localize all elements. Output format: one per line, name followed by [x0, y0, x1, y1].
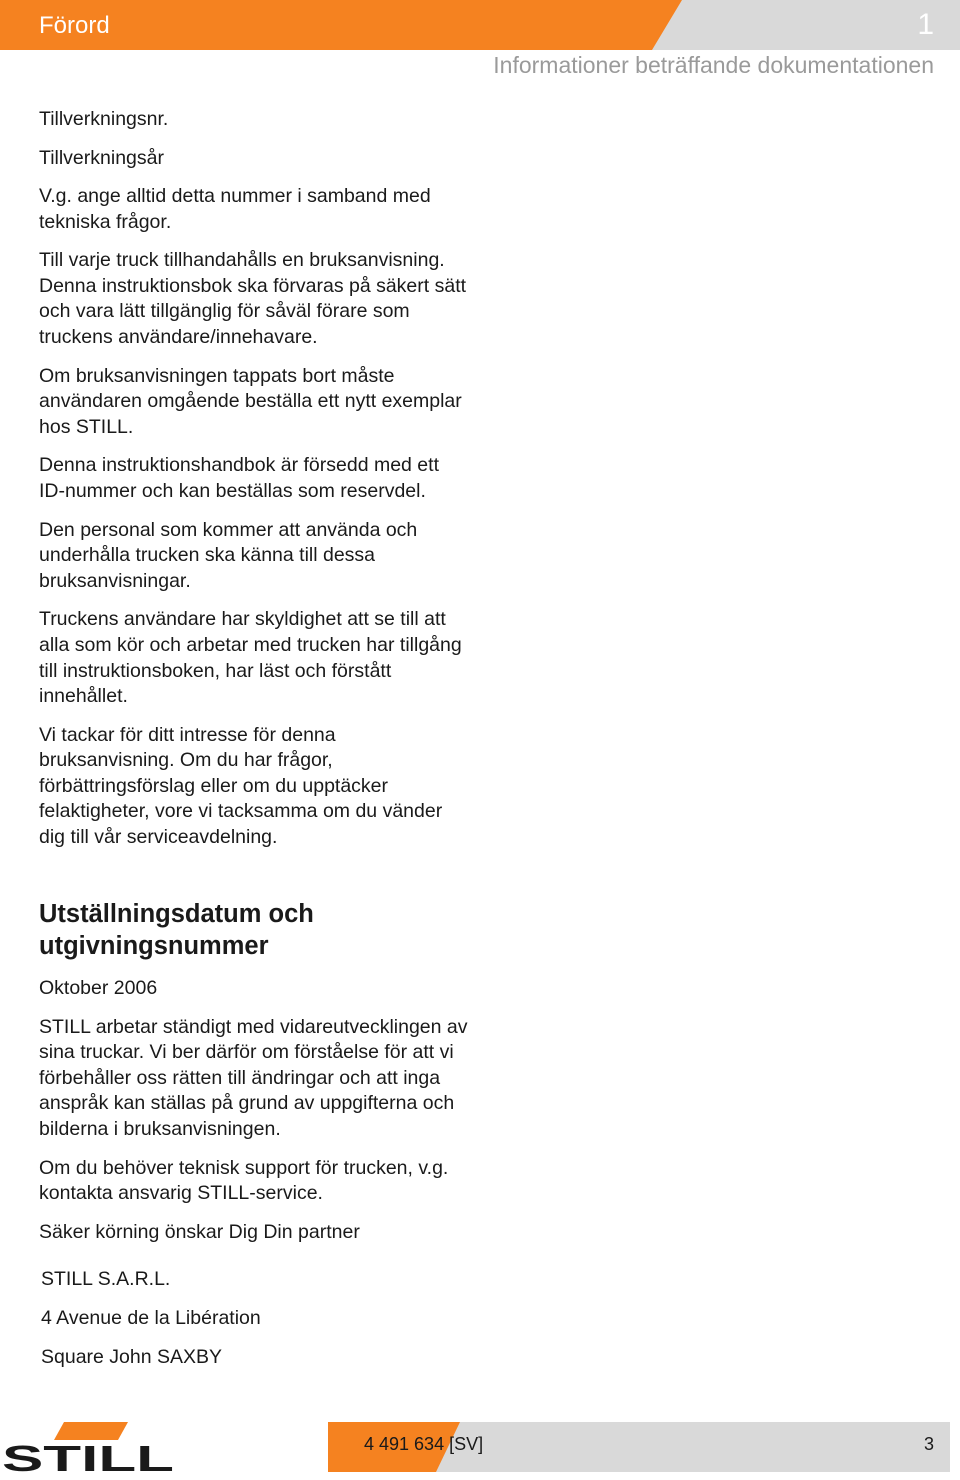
chapter-number: 1	[917, 8, 934, 41]
paragraph: Den personal som kommer att använda och underhålla trucken ska känna till dessa bruksanvisningar.	[39, 518, 418, 592]
paragraph: Säker körning önskar Dig Din partner	[39, 1220, 360, 1243]
manufacture-year-label: Tillverkningsår	[39, 147, 164, 169]
document-number: 4 491 634 [SV]	[364, 1434, 484, 1454]
paragraph: Vi tackar för ditt intresse för denna bruksanvisning. Om du har frågor, förbättringsförslag eller om du upptäcker felaktigheter, vore vi tacksamma om du vänder dig till vår serviceavdelning.	[39, 723, 443, 849]
paragraph: Om du behöver teknisk support för trucken, v.g. kontakta ansvarig STILL-service.	[39, 1156, 449, 1205]
place-address: Square John SAXBY	[41, 1346, 223, 1368]
page-number: 3	[923, 1434, 934, 1454]
street-address: 4 Avenue de la Libération	[41, 1307, 261, 1329]
section-heading: Utställningsdatum och utgivningsnummer	[39, 900, 314, 960]
company-address	[41, 1266, 261, 1383]
company-name: STILL S.A.R.L.	[41, 1268, 171, 1290]
paragraph: STILL arbetar ständigt med vidareutvecklingen av sina truckar. Vi ber därför om förståelse för att vi förbehåller oss rätten till ändringar och att inga anspråk kan ställas på grund av uppgifterna och bilderna i bruksanvisningen.	[39, 1015, 468, 1140]
paragraph: Till varje truck tillhandahålls en bruksanvisning. Denna instruktionsbok ska förvaras på säkert sätt och vara lätt tillgänglig för såväl förare som truckens användare/innehavare.	[39, 249, 467, 348]
header-band-shape	[0, 0, 960, 50]
paragraph: Denna instruktionshandbok är försedd med ett ID-nummer och kan beställas som reservdel.	[39, 454, 439, 502]
header-band	[0, 0, 960, 50]
chapter-title: Förord	[39, 12, 110, 39]
chapter-subtitle: Informationer beträffande dokumentationen	[493, 52, 934, 78]
paragraph: Om bruksanvisningen tappats bort måste användaren omgående beställa ett nytt exemplar hos STILL.	[39, 364, 462, 438]
edition-date: Oktober 2006	[39, 977, 158, 999]
paragraph: V.g. ange alltid detta nummer i samband med tekniska frågor.	[39, 185, 431, 233]
serial-number-label: Tillverkningsnr.	[39, 108, 169, 130]
paragraph: Truckens användare har skyldighet att se till att alla som kör och arbetar med trucken har tillgång till instruktionsboken, har läst och förstått innehållet.	[39, 608, 462, 708]
intro-section	[39, 106, 469, 864]
svg-text:STILL: STILL	[2, 1438, 174, 1475]
still-logo	[0, 1420, 180, 1480]
edition-section	[39, 976, 469, 1258]
